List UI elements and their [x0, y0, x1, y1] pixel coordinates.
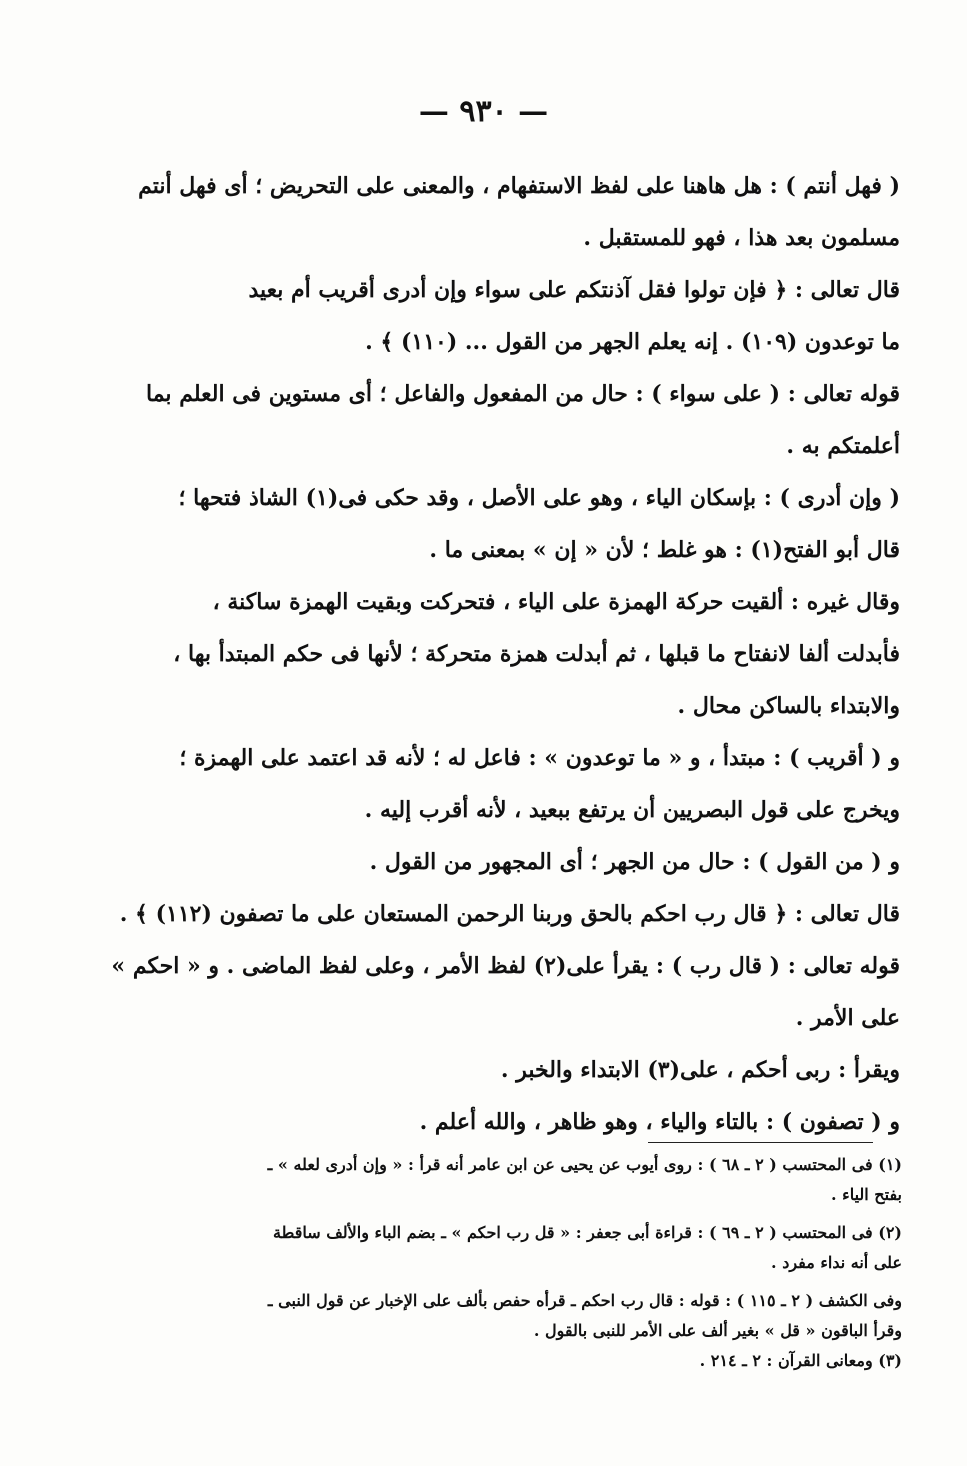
text-line: و ( تصفون ) : بالتاء والياء ، وهو ظاهر ، والله أعلم .	[419, 1109, 900, 1135]
text-line: ( فهل أنتم ) : هل هاهنا على لفظ الاستفهام ، والمعنى على التحريض ؛ أى فهل أنتم	[138, 173, 900, 199]
text-line: وقال غيره : ألقيت حركة الهمزة على الياء ، فتحركت وبقيت الهمزة ساكنة ،	[212, 589, 900, 615]
footnote-line: (٢) فى المحتسب ( ٢ ـ ٦٩ ) : قراءة أبى جعفر : « قل رب احكم » ـ بضم الباء والألف ساقطة	[273, 1223, 902, 1242]
footnote-line: على أنه نداء مفرد .	[771, 1253, 902, 1272]
footnote-line: بفتح الياء .	[831, 1185, 902, 1204]
text-line: ما توعدون (١٠٩) . إنه يعلم الجهر من القول ... (١١٠) ﴾ .	[365, 329, 900, 355]
text-line: قوله تعالى : ( قال رب ) : يقرأ على(٢) لفظ الأمر ، وعلى لفظ الماضى . و « احكم »	[111, 953, 900, 979]
text-line: قال تعالى : ﴿ فإن تولوا فقل آذنتكم على سواء وإن أدرى أقريب أم بعيد	[248, 277, 900, 303]
text-line: قال تعالى : ﴿ قال رب احكم بالحق وربنا الرحمن المستعان على ما تصفون (١١٢) ﴾ .	[119, 901, 900, 927]
footnote-line: (٣) ومعانى القرآن : ٢ ـ ٢١٤ .	[699, 1351, 902, 1370]
text-line: قال أبو الفتح(١) : هو غلط ؛ لأن « إن » بمعنى ما .	[429, 537, 900, 563]
footnote-line: وفى الكشف ( ٢ ـ ١١٥ ) : قوله : قال رب احكم ـ قرأه حفص بألف على الإخبار عن قول النبى ـ	[267, 1291, 902, 1310]
page-number: — ٩٣٠ —	[418, 94, 549, 129]
text-line: أعلمتكم به .	[786, 433, 900, 459]
main-text	[100, 160, 900, 1148]
text-line: ويقرأ : ربى أحكم ، على(٣) الابتداء والخبر .	[500, 1057, 900, 1083]
text-line: ويخرج على قول البصريين أن يرتفع ببعيد ، لأنه أقرب إليه .	[364, 797, 900, 823]
footnote-line: وقرأ الباقون « قل » بغير ألف على الأمر للنبى بالقول .	[533, 1321, 902, 1340]
text-line: قوله تعالى : ( على سواء ) : حال من المفعول والفاعل ؛ أى مستوين فى العلم بما	[146, 381, 900, 407]
text-line: والابتداء بالساكن محال .	[677, 693, 900, 719]
footnote-line: (١) فى المحتسب ( ٢ ـ ٦٨ ) : روى أيوب عن يحيى عن ابن عامر أنه قرأ : « وإن أدرى لعله » ـ	[267, 1155, 902, 1174]
text-line: مسلمون بعد هذا ، فهو للمستقبل .	[583, 225, 900, 251]
text-line: فأبدلت ألفا لانفتاح ما قبلها ، ثم أبدلت همزة متحركة ؛ لأنها فى حكم المبتدأ بها ،	[173, 641, 900, 667]
footnote-divider	[648, 1142, 873, 1143]
text-line: ( وإن أدرى ) : بإسكان الياء ، وهو على الأصل ، وقد حكى فى(١) الشاذ فتحها ؛	[178, 485, 900, 511]
text-line: على الأمر .	[795, 1005, 900, 1031]
text-line: و ( أقريب ) : مبتدأ ، و « ما توعدون » : فاعل له ؛ لأنه قد اعتمد على الهمزة ؛	[179, 745, 900, 771]
footnotes	[92, 1150, 902, 1376]
text-line: و ( من القول ) : حال من الجهر ؛ أى المجهور من القول .	[369, 849, 900, 875]
